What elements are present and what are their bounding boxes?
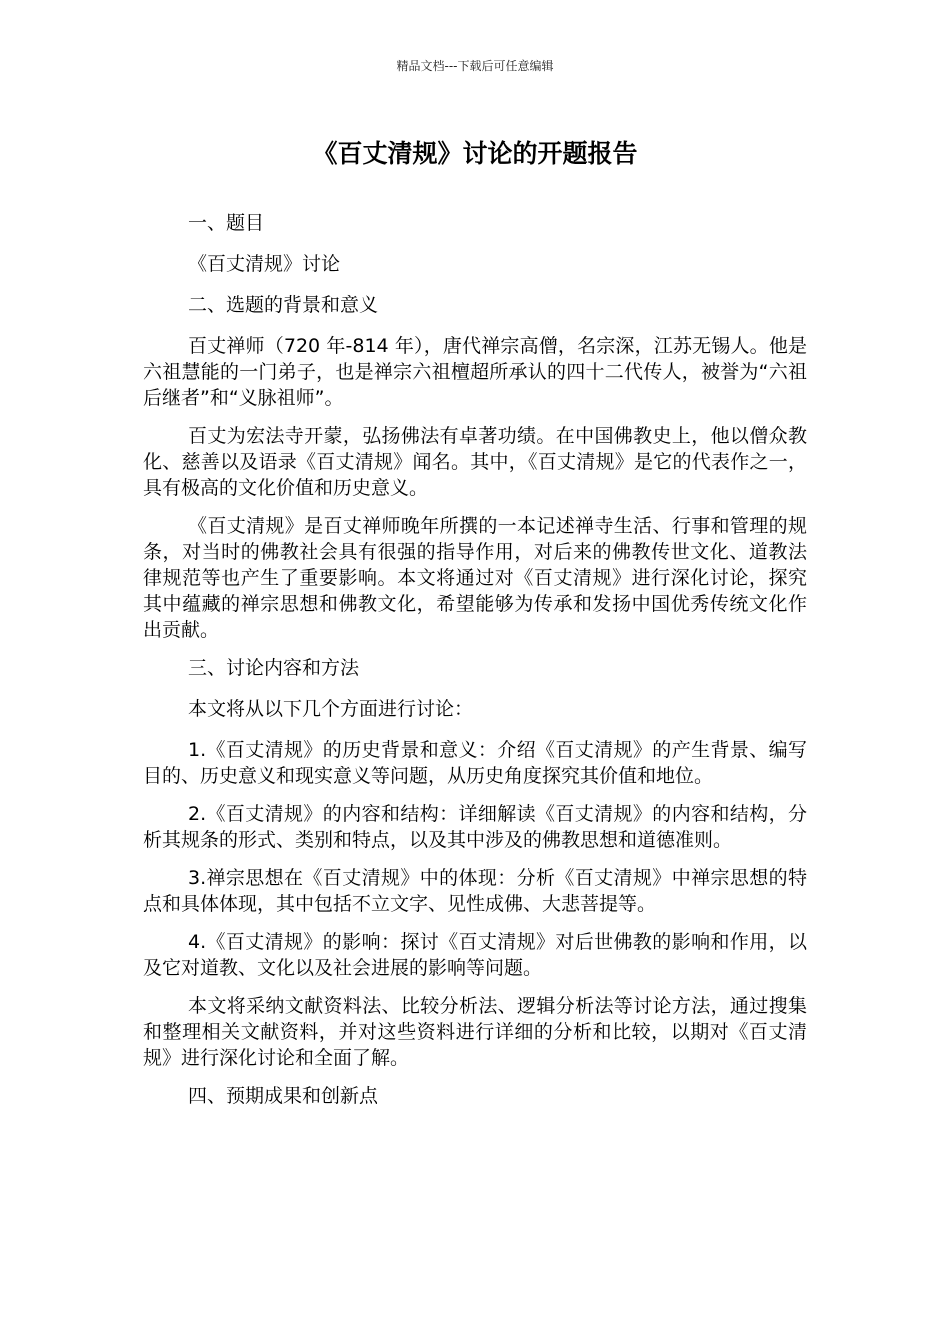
- page-header: 精品文档---下载后可任意编辑: [396, 59, 554, 73]
- paragraph-background-3: 《百丈清规》是百丈禅师晚年所撰的一本记述禅寺生活、行事和管理的规条，对当时的佛教社会具有很强的指导作用，对后来的佛教传世文化、道教法律规范等也产生了重要影响。本文将通过对《百丈清规》进行深化讨论，探究其中蕴藏的禅宗思想和佛教文化，希望能够为传承和发扬中国优秀传统文化作出贡献。: [143, 515, 807, 641]
- list-item-2: 2.《百丈清规》的内容和结构：详细解读《百丈清规》的内容和结构，分析其规条的形式、类别和特点，以及其中涉及的佛教思想和道德准则。: [143, 803, 807, 851]
- section-heading-topic: 一、题目: [188, 212, 265, 234]
- section-heading-content: 三、讨论内容和方法: [188, 657, 360, 679]
- document-body: [143, 210, 807, 1124]
- paragraph-background-1: 百丈禅师（720 年-814 年），唐代禅宗高僧，名宗深，江苏无锡人。他是六祖慧能的一门弟子，也是禅宗六祖檀超所承认的四十二代传人，被誉为“六祖后继者”和“义脉祖师”。: [143, 335, 807, 409]
- list-item-3: 3.禅宗思想在《百丈清规》中的体现：分析《百丈清规》中禅宗思想的特点和具体体现，其中包括不立文字、见性成佛、大悲菩提等。: [143, 867, 807, 915]
- topic-text: 《百丈清规》讨论: [188, 253, 341, 275]
- paragraph-method: 本文将采纳文献资料法、比较分析法、逻辑分析法等讨论方法，通过搜集和整理相关文献资料，并对这些资料进行详细的分析和比较，以期对《百丈清规》进行深化讨论和全面了解。: [143, 995, 807, 1069]
- paragraph-content-intro: 本文将从以下几个方面进行讨论：: [188, 698, 474, 720]
- section-heading-background: 二、选题的背景和意义: [188, 294, 379, 316]
- document-title: 《百丈清规》讨论的开题报告: [312, 139, 638, 168]
- paragraph-background-2: 百丈为宏法寺开蒙，弘扬佛法有卓著功绩。在中国佛教史上，他以僧众教化、慈善以及语录《百丈清规》闻名。其中，《百丈清规》是它的代表作之一，具有极高的文化价值和历史意义。: [143, 425, 807, 499]
- list-item-4: 4.《百丈清规》的影响：探讨《百丈清规》对后世佛教的影响和作用，以及它对道教、文化以及社会进展的影响等问题。: [143, 931, 807, 979]
- section-heading-expected: 四、预期成果和创新点: [188, 1085, 379, 1107]
- list-item-1: 1.《百丈清规》的历史背景和意义：介绍《百丈清规》的产生背景、编写目的、历史意义和现实意义等问题，从历史角度探究其价值和地位。: [143, 739, 807, 787]
